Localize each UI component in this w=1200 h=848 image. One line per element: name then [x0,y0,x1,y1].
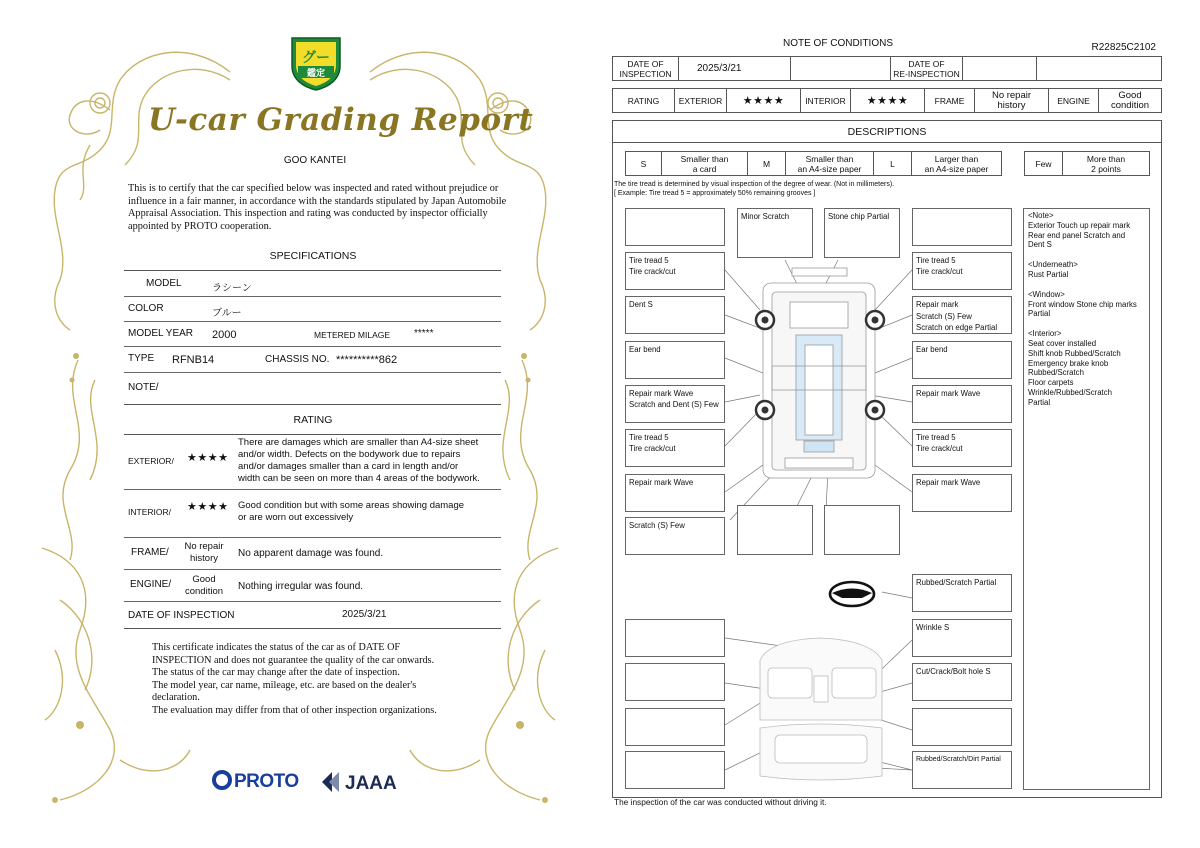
size-legend [625,151,1002,176]
model-year-label: MODEL YEAR [128,328,194,339]
divider [124,569,501,570]
legend-s: S [626,152,662,175]
annotation-interior-panel: Wrinkle S [912,619,1012,657]
few-legend [1024,151,1150,176]
annotation-right-ear: Ear bend [912,341,1012,379]
annotation-right-door: Repair mark Wave [912,385,1012,423]
frame-description: No apparent damage was found. [238,548,384,559]
exterior-label: EXTERIOR [675,89,727,112]
rating-heading: RATING [293,414,333,426]
descriptions-heading: DESCRIPTIONS [613,121,1161,143]
note-of-conditions [600,0,1200,848]
reference-number: R22825C2102 [1091,42,1156,53]
annotation-tire-rear-left: Tire tread 5 Tire crack/cut [625,429,725,467]
model-year-value: 2000 [212,329,237,341]
interior-stars: ★★★★ [187,501,229,513]
model-value: ラシーン [212,283,252,294]
divider [124,372,501,373]
interior-label: INTERIOR [801,89,851,112]
engine-label: ENGINE/ [130,579,172,590]
frame-label: FRAME [925,89,975,112]
color-value: ブルー [212,308,242,319]
empty-cell [791,57,891,80]
annotation-box [824,505,900,555]
divider [124,489,501,490]
frame-value: No repair history [975,89,1049,112]
annotation-left-door: Repair mark Wave Scratch and Dent (S) Few [625,385,725,423]
legend-l-desc: Larger than an A4-size paper [924,153,989,174]
annotation-box [625,708,725,746]
exterior-label: EXTERIOR/ [128,456,174,466]
divider [124,537,501,538]
condition-notes: <Note> Exterior Touch up repair mark Rear end panel Scratch and Dent S <Underneath> Rust Partial <Window> Front window Stone chip marks Partial <Interior> Seat cover installed Shift knob Rubbed/Scratch Emergency brake knob Rubbed/Scratch Floor carpets Wrinkle/Rubbed/Scratch Partial [1023,208,1150,790]
annotation-rear-left-panel: Repair mark Wave [625,474,725,512]
interior-label: INTERIOR/ [128,507,171,517]
chassis-label: CHASSIS NO. [265,354,330,365]
engine-value: Good condition [1110,89,1150,111]
type-value: RFNB14 [172,354,215,366]
date-inspection-label: DATE OF INSPECTION [613,57,679,80]
inspection-date-value: 2025/3/21 [342,609,387,620]
exterior-stars: ★★★★ [727,89,801,112]
engine-value: Good condition [184,574,224,597]
mileage-value: ***** [414,328,434,339]
annotation-rear-interior: Rubbed/Scratch/Dirt Partial [912,751,1012,789]
svg-text:鑑定: 鑑定 [306,69,326,79]
type-label: TYPE [128,353,155,364]
divider [124,321,501,322]
legend-few-desc: More than 2 points [1086,153,1126,174]
date-reinspection-value [963,57,1037,80]
annotation-interior-trim: Cut/Crack/Bolt hole S [912,663,1012,701]
date-row [612,56,1162,81]
annotation-front-left-panel: Dent S [625,296,725,334]
note-label: NOTE/ [128,382,159,393]
annotation-box [625,619,725,657]
exterior-description: There are damages which are smaller than A4-size sheet and/or width. Defects on the bodywork due to repairs and/or damages smaller than a card in length and/or width can be seen on more than 4 areas of the bodywork. [238,437,480,484]
divider [124,346,501,347]
empty-cell [1037,57,1161,80]
engine-description: Nothing irregular was found. [238,581,364,592]
svg-text:グー: グー [302,50,330,66]
jaaa-mark-icon [320,770,342,794]
annotation-windshield: Stone chip Partial [824,208,900,258]
certificate-disclaimer: This certificate indicates the status of the car as of DATE OF INSPECTION and does not guarantee the quality of the car onwards. The status of the car may change after the date of inspection. The model year, car name, mileage, etc. are based on the dealer's declaration. The evaluation may differ from that of other inspection organizations. [152,642,437,716]
interior-stars: ★★★★ [851,89,925,112]
certificate-statement: This is to certify that the car specified below was inspected and rated without prejudice or influence in a fair manner, in accordance with the standards stipulated by Japan Automobile Appraisal Association. This inspection and rating was conducted by inspector officially appointed by PROTO cooperation. [128,183,507,232]
certificate-subtitle: GOO KANTEI [283,155,347,166]
legend-m-desc: Smaller than an A4-size paper [786,152,874,175]
date-reinspection-label: DATE OF RE-INSPECTION [891,57,963,80]
divider [124,628,501,629]
rating-label: RATING [613,89,675,112]
frame-value: No repair history [184,541,224,564]
inspection-footer-note: The inspection of the car was conducted without driving it. [614,797,827,807]
divider [124,434,501,435]
legend-few: Few [1025,152,1063,175]
frame-label: FRAME/ [131,547,169,558]
legend-l: L [874,152,912,175]
annotation-left-ear: Ear bend [625,341,725,379]
annotation-tire-front-left: Tire tread 5 Tire crack/cut [625,252,725,290]
annotation-box [737,505,813,555]
specifications-heading: SPECIFICATIONS [269,250,357,262]
annotation-box [625,663,725,701]
divider [124,601,501,602]
annotation-rear-right-panel: Repair mark Wave [912,474,1012,512]
annotation-box [625,751,725,789]
exterior-stars: ★★★★ [187,452,229,464]
chassis-value: **********862 [336,354,398,366]
proto-logo: PROTO [212,770,299,793]
divider [124,270,501,271]
annotation-front-right-panel: Repair mark Scratch (S) Few Scratch on edge Partial [912,296,1012,334]
divider [124,296,501,297]
jaaa-logo: JAAA [320,770,397,795]
annotation-box [912,208,1012,246]
proto-mark-icon [212,770,232,790]
legend-m: M [748,152,786,175]
tire-tread-note: The tire tread is determined by visual inspection of the degree of wear. (Not in millimeters). [ Example: Tire tread 5 = approximately 50% remaining grooves ] [614,181,895,197]
annotation-rear-left: Scratch (S) Few [625,517,725,555]
model-label: MODEL [146,278,182,289]
inspection-date-label: DATE OF INSPECTION [128,610,235,621]
rating-row [612,88,1162,113]
annotation-tire-rear-right: Tire tread 5 Tire crack/cut [912,429,1012,467]
divider [124,404,501,405]
annotation-hood: Minor Scratch [737,208,813,258]
goo-kantei-badge-icon [288,32,344,92]
legend-s-desc: Smaller than a card [662,152,748,175]
annotation-steering-wheel: Rubbed/Scratch Partial [912,574,1012,612]
annotation-box [625,208,725,246]
mileage-label: METERED MILAGE [314,330,391,340]
annotation-tire-front-right: Tire tread 5 Tire crack/cut [912,252,1012,290]
certificate-title: U-car Grading Report [148,102,534,138]
annotation-box [912,708,1012,746]
note-title: NOTE OF CONDITIONS [783,38,893,49]
engine-label: ENGINE [1049,89,1099,112]
date-inspection-value: 2025/3/21 [679,57,791,80]
color-label: COLOR [128,303,164,314]
interior-description: Good condition but with some areas showing damage or are worn out excessively [238,500,465,523]
